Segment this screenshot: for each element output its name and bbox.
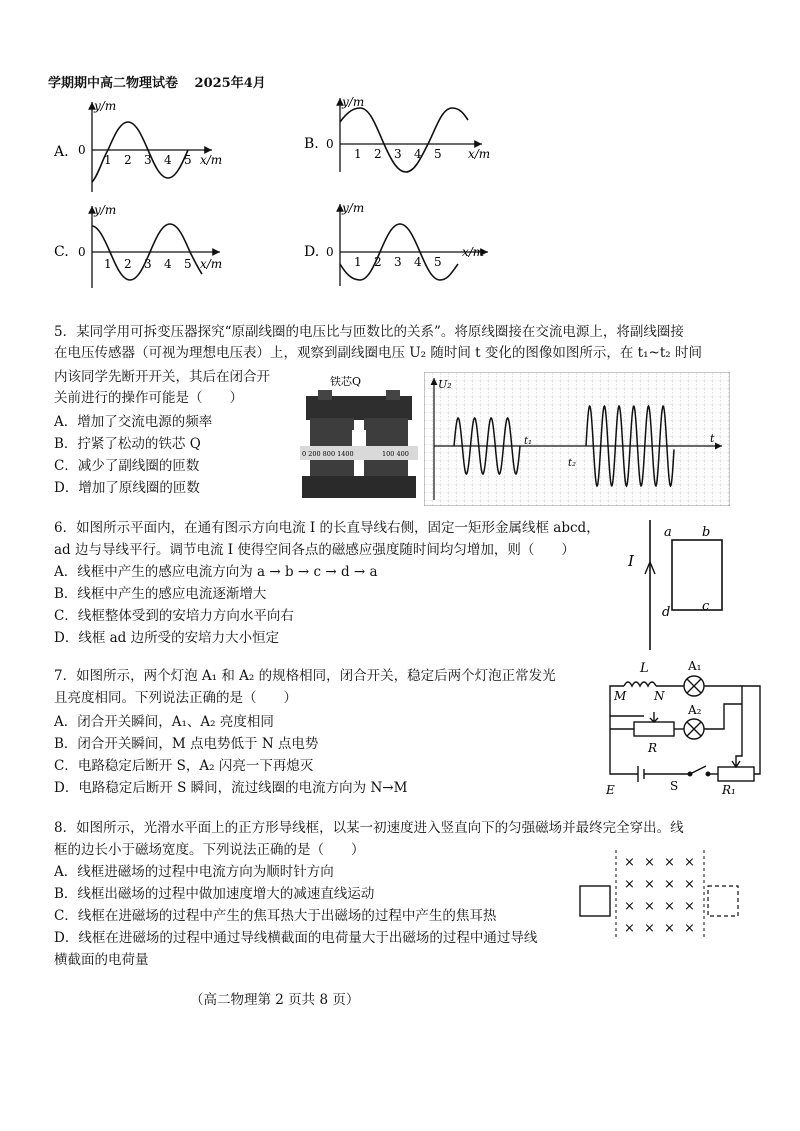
q5-option-c[interactable]: C．减少了副线圈的匝数 — [54, 458, 200, 474]
q5-option-a[interactable]: A．增加了交流电源的频率 — [54, 414, 213, 430]
time-axis-label: t — [710, 432, 715, 445]
graph-b-tick-5: 5 — [434, 147, 442, 161]
q8-line-2: 框的边长小于磁场宽度。下列说法正确的是（ ） — [54, 842, 365, 858]
field-mark-10: × — [644, 899, 655, 914]
graph-c-label: C. — [54, 244, 69, 260]
wire-top-right — [704, 686, 742, 738]
t2-label: t₂ — [568, 458, 577, 469]
field-mark-14: × — [644, 921, 655, 936]
q6-option-c[interactable]: C．线框整体受到的安培力方向水平向右 — [54, 608, 294, 624]
q6-option-a[interactable]: A．线框中产生的感应电流方向为 a → b → c → d → a — [54, 564, 378, 580]
graph-a-ylabel: y/m — [94, 99, 117, 113]
label-r: R — [648, 741, 658, 755]
battery-icon — [638, 766, 644, 782]
graph-a-tick-2: 2 — [124, 153, 132, 167]
graph-d-tick-4: 4 — [414, 255, 422, 269]
q8-option-d-cont: 横截面的电荷量 — [54, 952, 149, 968]
q7-option-d[interactable]: D．电路稳定后断开 S 瞬间，流过线圈的电流方向为 N→M — [54, 780, 408, 796]
field-mark-11: × — [664, 899, 675, 914]
q5-line-3: 内该同学先断开开关，其后在闭合开 — [54, 369, 270, 385]
transformer-photo — [296, 372, 422, 502]
current-label: I — [628, 552, 634, 570]
graph-a-tick-5: 5 — [184, 153, 192, 167]
graph-d-tick-3: 3 — [394, 255, 402, 269]
q7-circuit — [594, 656, 766, 796]
q8-option-a[interactable]: A．线框进磁场的过程中电流方向为顺时针方向 — [54, 864, 334, 880]
graph-d-ylabel: y/m — [342, 201, 365, 215]
label-m: M — [614, 689, 627, 703]
graph-a-wave — [92, 122, 188, 182]
q8-option-d[interactable]: D．线框在进磁场的过程中通过导线横截面的电荷量大于出磁场的过程中通过导线 — [54, 930, 538, 946]
graph-a-xlabel: x/m — [200, 153, 223, 167]
q5-option-b[interactable]: B．拧紧了松动的铁芯 Q — [54, 436, 201, 452]
field-mark-1: × — [624, 855, 635, 870]
u2-time-graph — [424, 372, 730, 506]
graph-d-xlabel: x/m — [462, 245, 485, 259]
corner-d: d — [662, 605, 671, 620]
field-mark-8: × — [684, 877, 695, 892]
q8-line-1: 8．如图所示，光滑水平面上的正方形导线框，以某一初速度进入竖直向下的匀强磁场并最终完全穿出。线 — [54, 820, 684, 836]
graph-c-tick-5: 5 — [184, 257, 192, 271]
graph-b-xlabel: x/m — [468, 147, 491, 161]
header-title: 学期期中高二物理试卷 — [48, 76, 179, 91]
graph-c-tick-1: 1 — [104, 257, 112, 271]
q7-option-a[interactable]: A．闭合开关瞬间，A₁、A₂ 亮度相同 — [54, 714, 274, 730]
graph-d-tick-5: 5 — [434, 255, 442, 269]
graph-a-tick-1: 1 — [104, 153, 112, 167]
q5-line-2: 在电压传感器（可视为理想电压表）上，观察到副线圈电压 U₂ 随时间 t 变化的图像如图所示，在 t₁~t₂ 时间 — [54, 345, 702, 361]
label-n: N — [654, 689, 665, 703]
label-s: S — [670, 779, 679, 793]
graph-b-tick-1: 1 — [354, 147, 362, 161]
iron-core-label: 铁芯Q — [330, 375, 362, 388]
field-mark-4: × — [684, 855, 695, 870]
r1-slider-icon — [732, 738, 742, 767]
magnetic-field-marks — [624, 855, 695, 936]
header-date: 2025年4月 — [194, 76, 266, 91]
t1-label: t₁ — [524, 436, 533, 447]
field-mark-5: × — [624, 877, 635, 892]
graph-b-wave — [340, 108, 468, 172]
field-mark-12: × — [684, 899, 695, 914]
field-mark-7: × — [664, 877, 675, 892]
rheostat-r1 — [718, 767, 754, 781]
lamp-a1-cross — [687, 679, 701, 693]
field-mark-15: × — [664, 921, 675, 936]
graph-a-tick-4: 4 — [164, 153, 172, 167]
q8-option-b[interactable]: B．线框出磁场的过程中做加速度增大的减速直线运动 — [54, 886, 375, 902]
q7-option-b[interactable]: B．闭合开关瞬间，M 点电势低于 N 点电势 — [54, 736, 319, 752]
graph-c — [54, 203, 222, 288]
field-mark-16: × — [684, 921, 695, 936]
graph-d-origin: 0 — [326, 245, 334, 259]
field-mark-3: × — [664, 855, 675, 870]
graph-b-tick-4: 4 — [414, 147, 422, 161]
graph-b-label: B. — [304, 136, 319, 152]
q6-figure — [620, 518, 740, 654]
corner-c: c — [702, 599, 710, 614]
square-loop-exit — [708, 886, 738, 916]
graph-b-tick-3: 3 — [394, 147, 402, 161]
lamp-a2-cross — [687, 722, 701, 736]
label-e: E — [606, 783, 615, 796]
field-mark-9: × — [624, 899, 635, 914]
field-mark-13: × — [624, 921, 635, 936]
graph-c-tick-4: 4 — [164, 257, 172, 271]
q5-line-4: 关前进行的操作可能是（ ） — [54, 390, 243, 406]
square-loop — [580, 886, 610, 916]
q6-line-1: 6．如图所示平面内，在通有图示方向电流 I 的长直导线右侧，固定一矩形金属线框 abcd， — [54, 520, 600, 536]
wave-graphs — [40, 92, 500, 292]
graph-b — [304, 95, 490, 172]
corner-b: b — [702, 525, 711, 540]
graph-c-ylabel: y/m — [94, 203, 117, 217]
q6-option-d[interactable]: D．线框 ad 边所受的安培力大小恒定 — [54, 630, 280, 646]
graph-d-label: D. — [304, 244, 320, 260]
graph-a-origin: 0 — [78, 143, 86, 157]
page-header — [48, 72, 266, 91]
field-mark-2: × — [644, 855, 655, 870]
resistor-r — [634, 722, 674, 736]
q6-line-2: ad 边与导线平行。调节电流 I 使得空间各点的磁感应强度随时间均匀增加，则（ ） — [54, 542, 575, 558]
graph-c-xlabel: x/m — [200, 257, 223, 271]
graph-b-origin: 0 — [326, 137, 334, 151]
scale-right: 100 400 — [382, 450, 409, 458]
q8-figure — [576, 846, 776, 942]
graph-d-tick-1: 1 — [354, 255, 362, 269]
label-l: L — [640, 661, 649, 676]
graph-a-label: A. — [54, 144, 69, 160]
graph-b-ylabel: y/m — [342, 95, 365, 109]
rheostat-slider-icon — [650, 712, 658, 722]
field-mark-6: × — [644, 877, 655, 892]
q5-line-1: 5．某同学用可拆变压器探究“原副线圈的电压比与匝数比的关系”。将原线圈接在交流电源上，将副线圈接 — [54, 324, 684, 340]
label-r1: R₁ — [722, 783, 736, 796]
graph-c-origin: 0 — [78, 245, 86, 259]
u2-axis-label: U₂ — [438, 378, 452, 391]
scale-left: 0 200 800 1400 — [302, 450, 354, 458]
q7-line-1: 7．如图所示，两个灯泡 A₁ 和 A₂ 的规格相同，闭合开关，稳定后两个灯泡正常发光 — [54, 668, 556, 684]
q6-option-b[interactable]: B．线框中产生的感应电流逐渐增大 — [54, 586, 267, 602]
wire-bottom-left — [610, 738, 638, 774]
corner-a: a — [664, 525, 672, 540]
switch-s-icon — [690, 766, 706, 774]
q7-line-2: 且亮度相同。下列说法正确的是（ ） — [54, 690, 297, 706]
graph-a-tick-3: 3 — [144, 153, 152, 167]
label-a1: A₁ — [688, 659, 702, 673]
graph-b-tick-2: 2 — [374, 147, 382, 161]
label-a2: A₂ — [688, 703, 702, 717]
transformer-base — [302, 476, 416, 498]
graph-d — [304, 201, 488, 286]
page-footer: （高二物理第 2 页共 8 页） — [190, 992, 360, 1008]
q7-option-c[interactable]: C．电路稳定后断开 S，A₂ 闪亮一下再熄灭 — [54, 758, 314, 774]
inductor-coil-icon — [624, 682, 656, 686]
q5-option-d[interactable]: D．增加了原线圈的匝数 — [54, 480, 200, 496]
rect-loop — [672, 540, 722, 610]
graph-c-tick-2: 2 — [124, 257, 132, 271]
graph-c-tick-3: 3 — [144, 257, 152, 271]
graph-d-tick-2: 2 — [374, 255, 382, 269]
q8-option-c[interactable]: C．线框在进磁场的过程中产生的焦耳热大于出磁场的过程中产生的焦耳热 — [54, 908, 497, 924]
graph-a — [53, 99, 222, 192]
